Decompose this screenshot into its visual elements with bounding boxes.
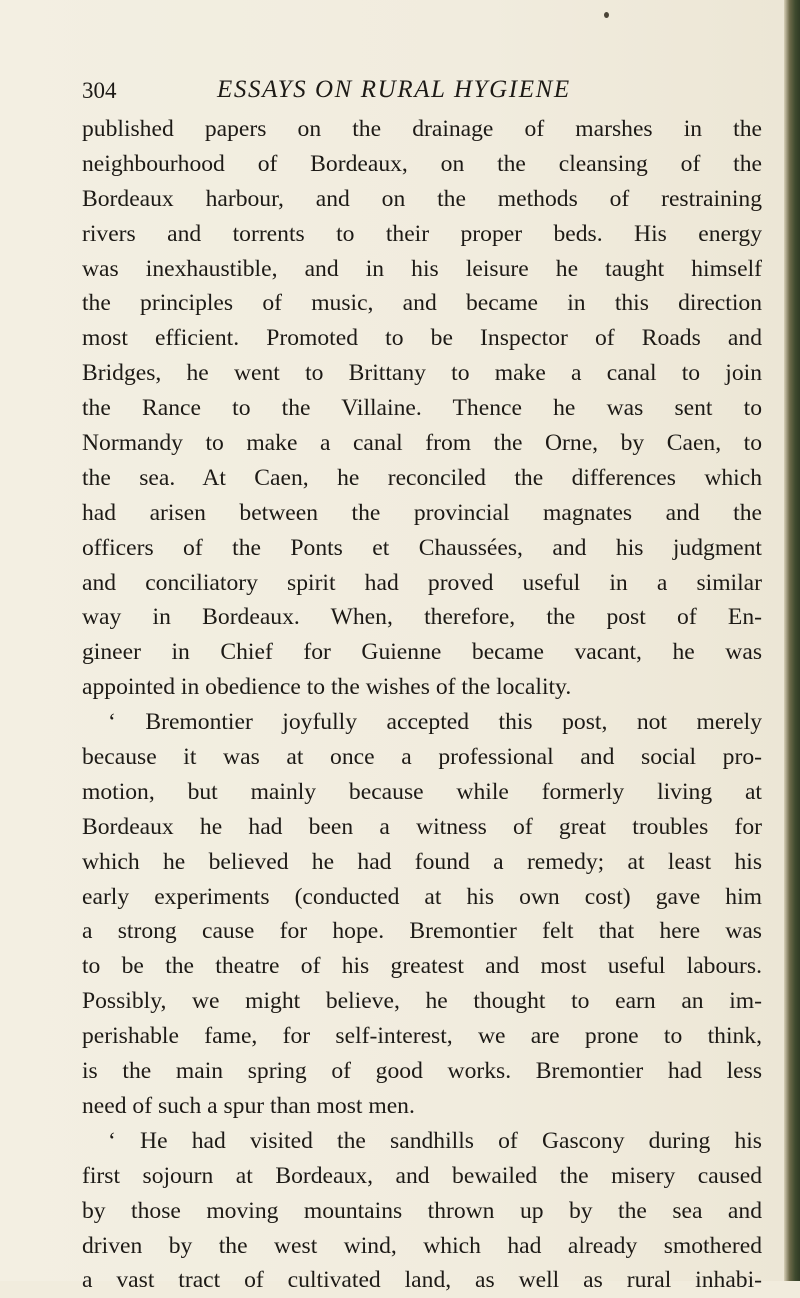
text-line: is the main spring of good works. Bremontier had less — [82, 1058, 762, 1085]
text-line: Bridges, he went to Brittany to make a canal to join — [82, 360, 762, 387]
text-line: published papers on the drainage of marshes in the — [82, 116, 762, 142]
text-line: early experiments (conducted at his own cost) gave him — [82, 883, 762, 910]
text-line: was inexhaustible, and in his leisure he taught himself — [82, 255, 762, 282]
running-title: ESSAYS ON RURAL HYGIENE — [217, 76, 571, 103]
text-line: a strong cause for hope. Bremontier felt that here was — [82, 918, 762, 945]
text-line: driven by the west wind, which had already smothered — [82, 1232, 762, 1259]
page-edge — [784, 0, 800, 1281]
text-line: motion, but mainly because while formerly living at — [82, 778, 762, 805]
text-line: perishable fame, for self-interest, we are prone to think, — [82, 1023, 762, 1050]
text-line: gineer in Chief for Guienne became vacant, he was — [82, 639, 762, 666]
text-line: a vast tract of cultivated land, as well as rural inhabi- — [82, 1267, 762, 1294]
text-line: need of such a spur than most men. — [82, 1092, 415, 1119]
text-line: ‘ Bremontier joyfully accepted this post, not merely — [108, 709, 762, 736]
text-line: had arisen between the provincial magnates and the — [82, 499, 762, 526]
text-line: the Rance to the Villaine. Thence he was sent to — [82, 395, 762, 422]
text-line: the sea. At Caen, he reconciled the differences which — [82, 464, 762, 491]
text-line: to be the theatre of his greatest and most useful labours. — [82, 953, 762, 980]
text-line: appointed in obedience to the wishes of the locality. — [82, 674, 572, 701]
text-line: which he believed he had found a remedy; at least his — [82, 848, 762, 875]
page-header — [82, 74, 782, 108]
text-line: rivers and torrents to their proper beds. His energy — [82, 220, 762, 247]
text-line: ‘ He had visited the sandhills of Gascony during his — [108, 1127, 762, 1154]
text-line: because it was at once a professional and social pro- — [82, 744, 762, 771]
text-line: Bordeaux harbour, and on the methods of restraining — [82, 185, 762, 212]
page-number: 304 — [82, 78, 117, 103]
text-line: way in Bordeaux. When, therefore, the post of En- — [82, 604, 762, 631]
text-line: and conciliatory spirit had proved useful in a similar — [82, 569, 762, 596]
text-line: Normandy to make a canal from the Orne, by Caen, to — [82, 430, 762, 457]
text-line: Possibly, we might believe, he thought to earn an im- — [82, 988, 762, 1015]
ink-speck — [604, 12, 609, 18]
body-text — [82, 112, 762, 1298]
text-line: most efficient. Promoted to be Inspector of Roads and — [82, 325, 762, 352]
text-line: by those moving mountains thrown up by the sea and — [82, 1197, 762, 1224]
text-line: the principles of music, and became in this direction — [82, 290, 762, 317]
text-line: first sojourn at Bordeaux, and bewailed the misery caused — [82, 1162, 762, 1189]
text-line: Bordeaux he had been a witness of great troubles for — [82, 813, 762, 840]
text-line: neighbourhood of Bordeaux, on the cleansing of the — [82, 150, 762, 177]
text-line: officers of the Ponts et Chaussées, and his judgment — [82, 534, 762, 561]
